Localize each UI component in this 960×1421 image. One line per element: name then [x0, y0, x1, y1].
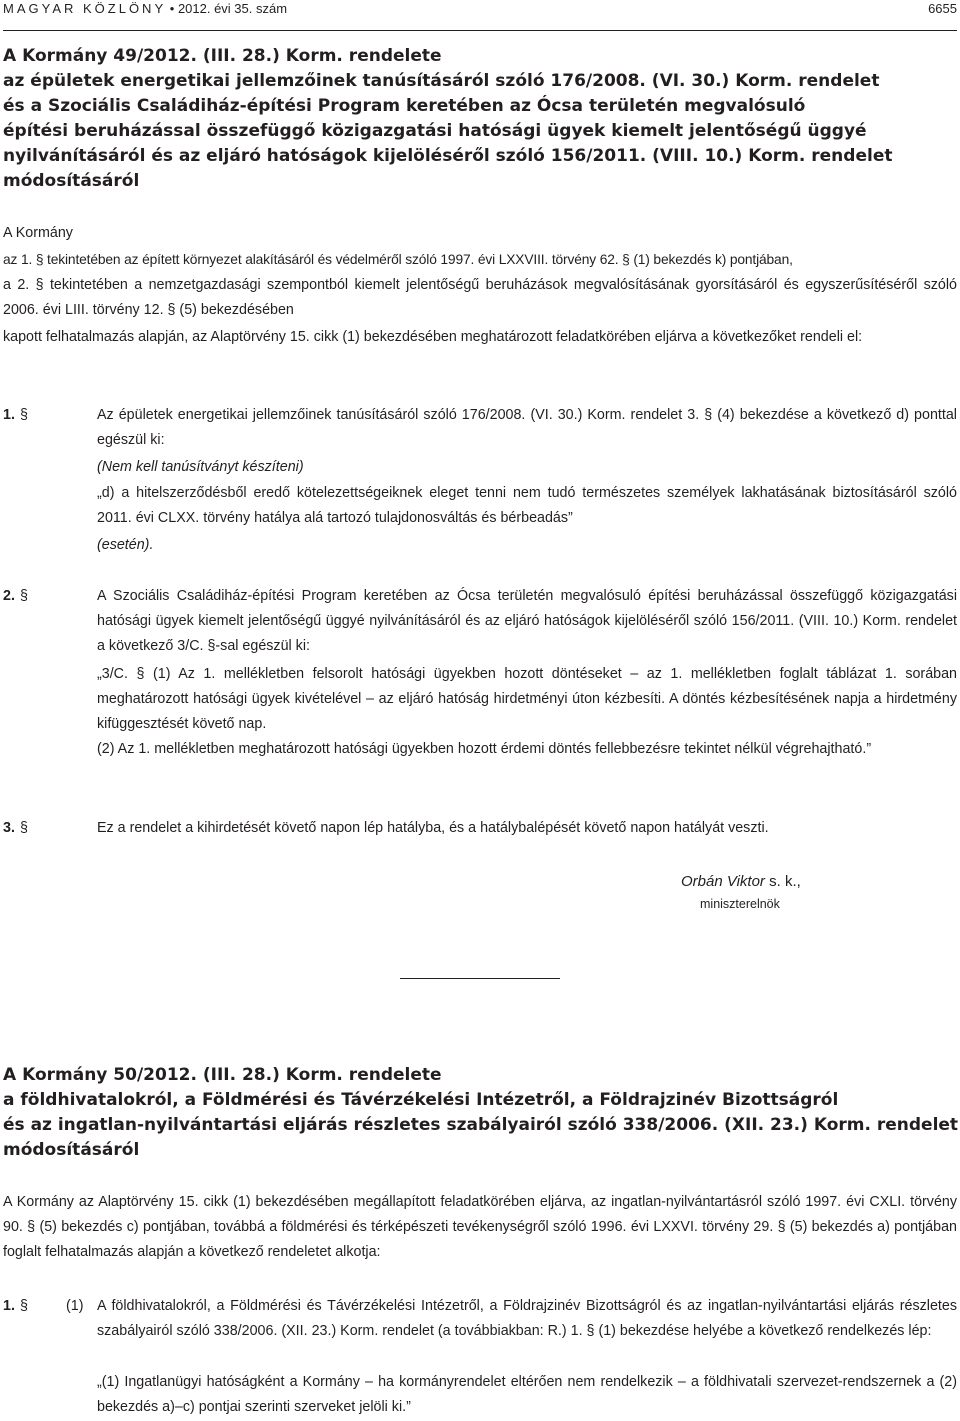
decree1-section2-text: A Szociális Családiház-építési Program keretében az Ócsa területén megvalósuló építési beruházással összefüggő közigazgatási hatósági ügyek kiemelt jelentőségű üggyé nyilvánításáról és az eljáró hatóságok kijelöléséről szóló 156/2011. (VIII. 10.) Korm. rendelet a következő 3/C. §-sal egészül ki: — [97, 588, 957, 654]
journal-name: MAGYAR KÖZLÖNY — [3, 1, 167, 16]
signature-role: miniszterelnök — [700, 897, 780, 911]
page-header — [3, 0, 957, 31]
decree1-section2-quote-1: „3/C. § (1) Az 1. mellékletben felsorolt hatósági ügyekben hozott döntéseket – az 1. mellékletben foglalt táblázat 1. sorában meghatározott hatósági ügyek kivételével – az eljáró hatóság hirdetményi úton kézbesíti. A döntés kézbesítésének napja a hirdetmény kifüggesztését követő nap. — [97, 666, 957, 732]
decree1-section1-quote: „d) a hitelszerződésből eredő kötelezettségeiknek eleget tenni nem tudó természetes személyek lakhatásának biztosításáról szóló 2011. évi CLXX. törvény hatálya alá tartozó tulajdonosváltás és bérbeadás” — [97, 485, 957, 526]
decree1-preamble-2: a 2. § tekintetében a nemzetgazdasági szempontból kiemelt jelentőségű beruházások megvalósításának gyorsításáról és egyszerűsítéséről szóló 2006. évi LIII. törvény 12. § (5) bekezdésében — [3, 277, 957, 318]
decree1-preamble-1: az 1. § tekintetében az épített környezet alakításáról és védelméről szóló 1997. évi LXXVIII. törvény 62. § (1) bekezdés k) pontjában, — [3, 252, 793, 267]
decree2-title — [3, 1063, 957, 1163]
decree2-paragraph-number: (1) — [66, 1298, 84, 1314]
decree1-preamble-intro: A Kormány — [3, 225, 73, 241]
section-sign: § — [20, 407, 28, 423]
decree1-section2-number: 2. — [3, 588, 15, 604]
decree1-title — [3, 44, 957, 194]
decree2-title-line: A Kormány 50/2012. (III. 28.) Korm. rendelete — [3, 1065, 442, 1085]
decree1-section3-text: Ez a rendelet a kihirdetését követő napon lép hatályba, és a hatálybalépését követő napon hatályát veszti. — [97, 820, 769, 836]
signature-name: Orbán Viktor — [681, 873, 765, 890]
page-number: 6655 — [928, 1, 957, 16]
decree2-section1-number: 1. — [3, 1298, 15, 1314]
decree1-title-line: az épületek energetikai jellemzőinek tanúsításáról szóló 176/2008. (VI. 30.) Korm. rendelet — [3, 71, 880, 91]
issue-label: 2012. évi 35. szám — [177, 1, 288, 16]
decree1-section1-italic: (Nem kell tanúsítványt készíteni) — [97, 459, 304, 475]
header-bullet: • — [169, 1, 175, 16]
section-sign: § — [20, 1298, 28, 1314]
decree2-preamble: A Kormány az Alaptörvény 15. cikk (1) bekezdésében megállapított feladatkörében eljárva, az ingatlan-nyilvántartásról szóló 1997. évi CXLI. törvény 90. § (5) bekezdés c) pontjában, továbbá a földmérési és térképészeti tevékenységről szóló 1996. évi LXXVI. törvény 29. § (5) bekezdés a) pontjában foglalt felhatalmazás alapján a következő rendeletet alkotja: — [3, 1194, 957, 1260]
decree2-title-line: a földhivatalokról, a Földmérési és Távérzékelési Intézetről, a Földrajzinév Bizottságról — [3, 1090, 839, 1110]
journal-info — [3, 1, 287, 16]
decree1-section2-quote-2: (2) Az 1. mellékletben meghatározott hatósági ügyekben hozott érdemi döntés fellebbezésre tekintet nélkül végrehajtható.” — [97, 741, 872, 757]
section-sign: § — [20, 820, 28, 836]
decree1-section1-end: (esetén). — [97, 537, 154, 553]
decree1-title-line: és a Szociális Családiház-építési Program keretében az Ócsa területén megvalósuló — [3, 96, 806, 116]
signature-suffix: s. k., — [764, 873, 801, 890]
section-divider — [400, 978, 560, 979]
decree1-section1-number: 1. — [3, 407, 15, 423]
decree2-section1-quote: „(1) Ingatlanügyi hatóságként a Kormány – ha kormányrendelet eltérően nem rendelkezik – a földhivatali szervezet-rendszernek a (2) bekezdés a)–c) pontjai szerinti szerveket jelöli ki.” — [97, 1374, 957, 1415]
decree1-section3-number: 3. — [3, 820, 15, 836]
section-sign: § — [20, 588, 28, 604]
decree2-title-line: és az ingatlan-nyilvántartási eljárás részletes szabályairól szóló 338/2006. (XII. 23.) Korm. rendelet — [3, 1115, 959, 1135]
decree1-section1-text: Az épületek energetikai jellemzőinek tanúsításáról szóló 176/2008. (VI. 30.) Korm. rendelet 3. § (4) bekezdése a következő d) ponttal egészül ki: — [97, 407, 957, 448]
decree1-preamble-3: kapott felhatalmazás alapján, az Alaptörvény 15. cikk (1) bekezdésében meghatározott feladatkörében eljárva a következőket rendeli el: — [3, 329, 863, 345]
signature — [681, 871, 801, 893]
decree2-title-line: módosításáról — [3, 1140, 140, 1160]
decree1-title-line: A Kormány 49/2012. (III. 28.) Korm. rendelete — [3, 46, 442, 66]
decree1-title-line: építési beruházással összefüggő közigazgatási hatósági ügyek kiemelt jelentőségű üggyé — [3, 121, 867, 141]
decree2-section1-text: A földhivatalokról, a Földmérési és Távérzékelési Intézetről, a Földrajzinév Bizottságról és az ingatlan-nyilvántartási eljárás részletes szabályairól szóló 338/2006. (XII. 23.) Korm. rendelet (a továbbiakban: R.) 1. § (1) bekezdése helyébe a következő rendelkezés lép: — [97, 1298, 957, 1339]
decree1-title-line: nyilvánításáról és az eljáró hatóságok kijelöléséről szóló 156/2011. (VIII. 10.) Korm. rendelet — [3, 146, 893, 166]
decree1-title-line: módosításáról — [3, 171, 140, 191]
